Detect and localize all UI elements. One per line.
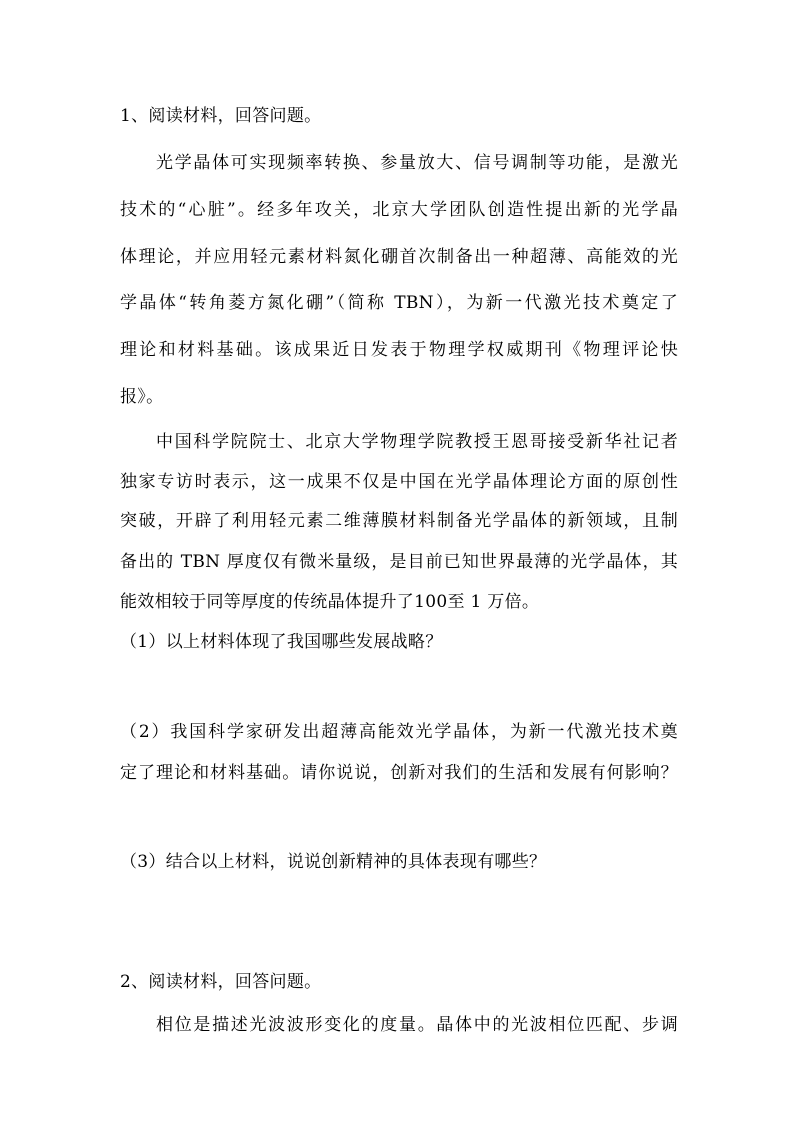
q1-material-line: 能效相较于同等厚度的传统晶体提升了100至 1 万倍。: [120, 592, 540, 612]
q1-material-line: 备出的 TBN 厚度仅有微米量级，是目前已知世界最薄的光学晶体，其: [120, 552, 678, 572]
q1-material-line: 技术的“心脏”。经多年攻关，北京大学团队创造性提出新的光学晶: [120, 200, 678, 220]
q1-subquestion-1: （1）以上材料体现了我国哪些发展战略？: [120, 632, 443, 652]
question-1-heading: 1、阅读材料，回答问题。: [120, 106, 322, 126]
q1-material-line: 独家专访时表示，这一成果不仅是中国在光学晶体理论方面的原创性: [120, 472, 678, 492]
q1-material-line: 理论和材料基础。该成果近日发表于物理学权威期刊《物理评论快: [120, 340, 678, 360]
q2-material-line: 相位是描述光波波形变化的度量。晶体中的光波相位匹配、步调: [156, 1015, 678, 1035]
q1-material-line: 体理论，并应用轻元素材料氮化硼首次制备出一种超薄、高能效的光: [120, 247, 678, 267]
question-2-heading: 2、阅读材料，回答问题。: [120, 972, 322, 992]
q1-material-line: 报》。: [120, 387, 164, 407]
q1-subquestion-2-line: 定了理论和材料基础。请你说说，创新对我们的生活和发展有何影响？: [120, 763, 678, 783]
q1-material-line: 学晶体“转角菱方氮化硼”（简称 TBN），为新一代激光技术奠定了: [120, 293, 678, 313]
q1-material-line: 突破，开辟了利用轻元素二维薄膜材料制备光学晶体的新领域，且制: [120, 511, 678, 531]
q1-subquestion-2-line: （2）我国科学家研发出超薄高能效光学晶体，为新一代激光技术奠: [120, 722, 678, 742]
q1-material-line: 光学晶体可实现频率转换、参量放大、信号调制等功能，是激光: [156, 153, 678, 173]
q1-material-line: 中国科学院院士、北京大学物理学院教授王恩哥接受新华社记者: [156, 432, 678, 452]
q1-subquestion-3: （3）结合以上材料，说说创新精神的具体表现有哪些？: [120, 852, 547, 872]
